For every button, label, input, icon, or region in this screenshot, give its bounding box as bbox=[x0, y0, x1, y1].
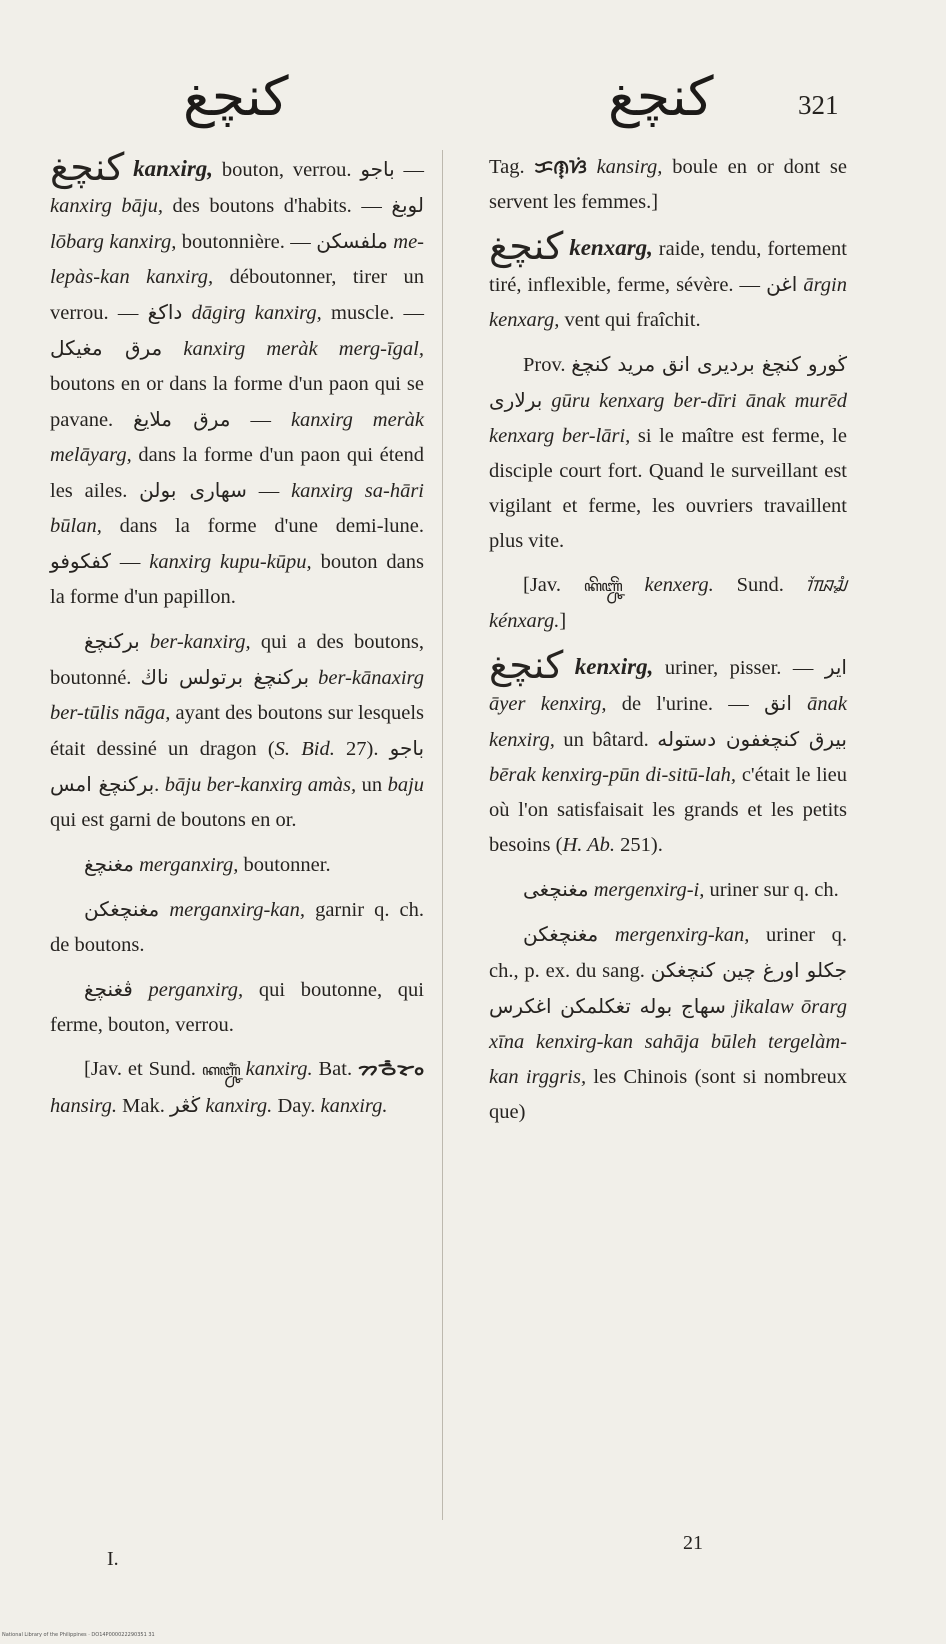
text bbox=[792, 693, 807, 715]
text: [Jav. bbox=[523, 574, 584, 596]
tagalog-script: ᜃᜈ᜔ᜐᜒ bbox=[534, 156, 587, 178]
transliteration: ber-kanxirg, bbox=[149, 631, 251, 653]
transliteration: merganxirg, bbox=[139, 854, 239, 876]
sundanese-script: ᮊᮨᮑ᮪ᮎᮀ bbox=[806, 577, 848, 595]
text bbox=[622, 574, 645, 596]
transliteration: kanxirg meràk melāyarg, bbox=[50, 409, 425, 466]
text: de l'urine. — bbox=[606, 693, 765, 715]
text: boutons en or dans la forme d'un paon qui se pavane. bbox=[50, 373, 424, 431]
right-column bbox=[489, 150, 847, 1139]
text: Sund. bbox=[713, 574, 807, 596]
text: boutonnière. — bbox=[176, 231, 317, 253]
transliteration: kansirg, bbox=[596, 156, 663, 178]
transliteration: perganxirg, bbox=[148, 979, 244, 1001]
entry-merganxirg bbox=[50, 847, 424, 883]
text: des boutons d'habits. — bbox=[162, 195, 392, 217]
transliteration: kenxerg. bbox=[644, 574, 714, 596]
text bbox=[162, 338, 183, 360]
scan-footer: National Library of the Philippines · DO14P000022290351 31 bbox=[2, 1632, 155, 1638]
entry-kenxirg bbox=[489, 643, 848, 863]
text: uriner q. ch., p. ex. du sang. bbox=[489, 924, 847, 982]
text: si le maître est ferme, le disciple court fort. Quand le surveillant est vigilant et ferme, les ouvriers travaillent plus vite. bbox=[489, 425, 847, 552]
text bbox=[182, 302, 191, 324]
text: [Jav. et Sund. bbox=[84, 1058, 202, 1080]
entry-tagalog-cognate bbox=[489, 150, 847, 220]
running-head-left: کنچغ bbox=[183, 65, 289, 128]
transliteration: kanxirg. bbox=[320, 1095, 388, 1117]
text: Mak. bbox=[117, 1095, 170, 1117]
text: dans la forme d'un paon qui étend les ailes. bbox=[50, 444, 424, 502]
text: 251). bbox=[615, 834, 663, 856]
transliteration: gūru kenxarg ber-dīri ānak murēd kenxarg ber-lāri, bbox=[489, 390, 847, 447]
text: 27). bbox=[334, 738, 390, 760]
text: ] bbox=[559, 610, 567, 632]
text: muscle. — bbox=[321, 302, 424, 324]
arabic-phrase: مرق ملایغ bbox=[133, 407, 231, 431]
headword-arabic: کنچغ bbox=[489, 643, 564, 687]
transliteration: lōbarg kanxirg, bbox=[50, 231, 177, 253]
definition-text: bouton, verrou. bbox=[213, 159, 361, 181]
arabic-phrase: مغنچغ bbox=[84, 852, 134, 876]
source-reference: H. Ab. bbox=[562, 834, 616, 856]
javanese-script: ꦏꦼꦚ꧀ꦕꦼꦁ bbox=[583, 577, 622, 595]
text: c'était le lieu où l'on satisfaisait les grands et les petits besoins ( bbox=[489, 764, 847, 856]
text: . bbox=[154, 774, 165, 796]
text: bouton dans la forme d'un papillon. bbox=[50, 551, 424, 608]
transliteration: hansirg. bbox=[50, 1095, 118, 1117]
arabic-phrase: جکلو اورغ چین کنچغکن سهاج بوله تغکلمکن اغکرس bbox=[489, 958, 848, 1018]
headword-arabic: کنچغ bbox=[489, 224, 564, 268]
signature-mark-right: 21 bbox=[683, 1532, 703, 1554]
text: Tag. bbox=[489, 156, 535, 178]
left-column bbox=[50, 145, 425, 1133]
transliteration: kénxarg. bbox=[489, 610, 560, 632]
transliteration: bāju ber-kanxirg amàs, bbox=[164, 774, 357, 796]
transliteration: kanxirg. bbox=[205, 1095, 273, 1117]
entry-proverb bbox=[489, 347, 847, 559]
arabic-phrase: لوبغ bbox=[391, 193, 424, 217]
text: qui est garni de boutons en or. bbox=[50, 809, 297, 831]
text: vent qui fraîchit. bbox=[559, 309, 701, 331]
entry-perganxirg bbox=[50, 972, 424, 1043]
headword: kenxarg, bbox=[569, 235, 653, 260]
column-divider bbox=[442, 150, 443, 1520]
text: ayant des boutons sur lesquels était dessiné un dragon ( bbox=[50, 702, 425, 760]
text: — bbox=[246, 480, 292, 502]
transliteration: bērak kenxirg-pūn di-sitū-lah, bbox=[489, 764, 737, 786]
definition-text: uriner, pisser. — bbox=[653, 657, 825, 679]
text: qui a des boutons, boutonné. bbox=[50, 631, 425, 689]
arabic-phrase: ایر bbox=[824, 655, 847, 679]
headword: kenxirg, bbox=[574, 654, 654, 679]
javanese-script: ꦏꦚ꧀ꦕꦶꦁ bbox=[201, 1061, 240, 1079]
arabic-phrase: اغن bbox=[766, 272, 798, 296]
entry-mergenxirg-kan bbox=[489, 917, 847, 1130]
makassar-script: ڬڠر bbox=[169, 1093, 201, 1117]
transliteration: kanxirg sa-hāri būlan, bbox=[50, 480, 424, 537]
headword: kanxirg, bbox=[133, 156, 214, 181]
source-reference: S. Bid. bbox=[274, 738, 335, 760]
page-number: 321 bbox=[798, 90, 839, 120]
transliteration: kanxirg bāju, bbox=[50, 195, 163, 217]
transliteration: me-lepàs-kan kanxirg, bbox=[50, 231, 424, 288]
text: garnir q. ch. de boutons. bbox=[50, 899, 425, 956]
headword-arabic: کنچغ bbox=[50, 145, 125, 189]
entry-cognates bbox=[50, 1052, 424, 1124]
text bbox=[542, 390, 551, 412]
transliteration: mergenxirg-i, bbox=[593, 879, 705, 901]
text: boule en or dont se servent les femmes.] bbox=[489, 156, 847, 213]
arabic-phrase: ڬورو کنچغ بردیری انق مرید کنچغ برلاری bbox=[489, 352, 847, 412]
arabic-phrase: مغنچغی bbox=[523, 877, 589, 901]
transliteration: ber-kānaxirg ber-tūlis nāga, bbox=[50, 667, 424, 724]
entry-cognates-kenxarg bbox=[489, 568, 847, 639]
text: uriner sur q. ch. bbox=[704, 879, 839, 901]
entry-kenxarg bbox=[489, 224, 848, 338]
arabic-phrase: برکنچغ برتولس ناڬ bbox=[140, 665, 310, 689]
text: déboutonner, tirer un verrou. — bbox=[50, 266, 424, 324]
running-head-right: کنچغ bbox=[608, 65, 714, 128]
transliteration: baju bbox=[387, 774, 425, 796]
arabic-phrase: سهاری بولن bbox=[139, 478, 247, 502]
arabic-phrase: ڤغنچغ bbox=[84, 977, 133, 1001]
arabic-phrase: مغنچغکن bbox=[84, 897, 160, 921]
transliteration: kanxirg kupu-kūpu, bbox=[149, 551, 312, 573]
text: — bbox=[394, 159, 425, 181]
signature-mark-left: I. bbox=[107, 1548, 119, 1570]
entry-merganxirg-kan bbox=[50, 892, 424, 963]
transliteration: jikalaw ōrarg xīna kenxirg-kan sahāja būleh tergelàm-kan irggris, bbox=[489, 996, 847, 1088]
transliteration: ānak kenxirg, bbox=[489, 693, 848, 751]
text: un bbox=[356, 774, 388, 796]
arabic-phrase: ملفسکن bbox=[316, 229, 388, 253]
arabic-phrase: باجو برکنچغ امس bbox=[50, 736, 425, 796]
text: boutonner. bbox=[238, 854, 331, 876]
entry-ber-kanxirg bbox=[50, 624, 424, 838]
definition-text: raide, tendu, fortement tiré, inflexible, ferme, sévère. — bbox=[489, 238, 848, 296]
transliteration: ārgin kenxarg, bbox=[489, 274, 847, 331]
arabic-phrase: مرق مغیکل bbox=[50, 336, 163, 360]
arabic-phrase: انق bbox=[764, 691, 792, 715]
arabic-phrase: باجو bbox=[360, 157, 395, 181]
entry-mergenxirg-i bbox=[489, 872, 847, 908]
transliteration: kanxirg meràk merg-īgal, bbox=[183, 338, 424, 360]
entry-kanxirg bbox=[50, 145, 425, 615]
text: qui boutonne, qui ferme, bouton, verrou. bbox=[50, 979, 425, 1036]
text: — bbox=[110, 551, 150, 573]
batak-script: ᯂᯉ᯦ᯘᯪ bbox=[358, 1058, 425, 1080]
text: les Chinois (sont si nombreux que) bbox=[489, 1066, 848, 1123]
transliteration: āyer kenxirg, bbox=[489, 693, 607, 715]
text: dans la forme d'une demi-lune. bbox=[101, 515, 424, 537]
text: Day. bbox=[272, 1095, 321, 1117]
arabic-phrase: برکنچغ bbox=[84, 629, 140, 653]
transliteration: dāgirg kanxirg, bbox=[191, 302, 322, 324]
arabic-phrase: مغنچغکن bbox=[523, 922, 599, 946]
transliteration: merganxirg-kan, bbox=[169, 899, 305, 921]
text: Prov. bbox=[523, 354, 572, 376]
text: Bat. bbox=[312, 1058, 359, 1080]
text bbox=[587, 156, 597, 178]
arabic-phrase: بیرق کنچغفون دستوله bbox=[657, 727, 847, 751]
transliteration: mergenxirg-kan, bbox=[614, 924, 750, 946]
arabic-phrase: داکغ bbox=[147, 300, 183, 324]
text: un bâtard. bbox=[554, 729, 658, 751]
arabic-phrase: کفکوفو bbox=[50, 549, 111, 573]
transliteration: kanxirg. bbox=[245, 1058, 313, 1080]
text: — bbox=[230, 409, 291, 431]
